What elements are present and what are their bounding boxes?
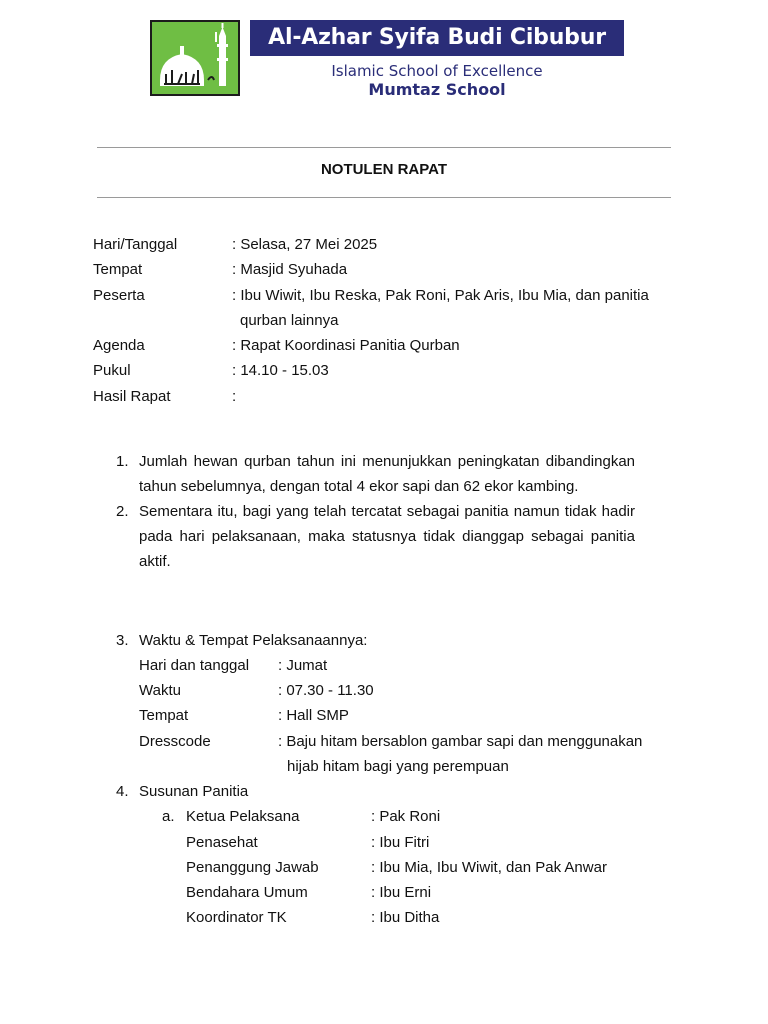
sub-list-marker: a. [162,808,175,825]
role-name: : Ibu Fitri [371,834,430,851]
detail-label-dresscode: Dresscode [139,733,211,750]
info-label-agenda: Agenda [93,337,145,354]
info-value-date: : Selasa, 27 Mei 2025 [232,236,378,253]
info-value-result: : [232,388,237,405]
detail-value-dresscode: : Baju hitam bersablon gambar sapi dan menggunakan [278,733,643,750]
list-item-number: 2. [116,503,129,520]
info-value-place: : Masjid Syuhada [232,261,348,278]
role-name: : Ibu Erni [371,884,432,901]
list-item-number: 1. [116,453,129,470]
role-label: Penasehat [186,834,258,851]
school-name: Al-Azhar Syifa Budi Cibubur [250,20,624,56]
role-label: Penanggung Jawab [186,859,319,876]
school-letterhead [147,18,627,106]
list-item-heading: Susunan Panitia [139,783,249,800]
school-tagline: Islamic School of Excellence [331,62,543,80]
document-title: NOTULEN RAPAT [320,161,448,178]
info-value-agenda: : Rapat Koordinasi Panitia Qurban [232,337,460,354]
info-label-time: Pukul [93,362,131,379]
list-item-text: Jumlah hewan qurban tahun ini menunjukkan peningkatan dibandingkan tahun sebelumnya, dengan total 4 ekor sapi dan 62 ekor kambing. [139,453,635,495]
info-value-time: : 14.10 - 15.03 [232,362,329,379]
role-label: Ketua Pelaksana [186,808,300,825]
info-label-participants: Peserta [93,287,145,304]
detail-label-time: Waktu [139,682,181,699]
list-item-text: Sementara itu, bagi yang telah tercatat sebagai panitia namun tidak hadir pada hari pelaksanaan, maka statusnya tidak dianggap sebagai panitia aktif. [139,503,635,570]
info-label-result: Hasil Rapat [93,388,171,405]
info-label-place: Tempat [93,261,143,278]
detail-label-place: Tempat [139,707,189,724]
detail-value-dresscode-cont: hijab hitam bagi yang perempuan [287,758,509,775]
info-label-date: Hari/Tanggal [93,236,178,253]
info-value-participants-cont: qurban lainnya [240,312,339,329]
list-item-heading: Waktu & Tempat Pelaksanaannya: [139,632,368,649]
list-item-number: 3. [116,632,129,649]
detail-label-day: Hari dan tanggal [139,657,250,674]
role-name: : Ibu Ditha [371,909,440,926]
list-item-number: 4. [116,783,129,800]
top-divider [97,147,671,148]
role-name: : Ibu Mia, Ibu Wiwit, dan Pak Anwar [371,859,607,876]
info-value-participants: : Ibu Wiwit, Ibu Reska, Pak Roni, Pak Aris, Ibu Mia, dan panitia [232,287,649,304]
detail-value-time: : 07.30 - 11.30 [278,682,374,699]
bottom-divider [97,197,671,198]
role-name: : Pak Roni [371,808,441,825]
role-label: Koordinator TK [186,909,287,926]
role-label: Bendahara Umum [186,884,308,901]
detail-value-day: : Jumat [278,657,328,674]
school-subname: Mumtaz School [368,80,506,99]
detail-value-place: : Hall SMP [278,707,349,724]
mosque-logo-icon [150,20,240,96]
